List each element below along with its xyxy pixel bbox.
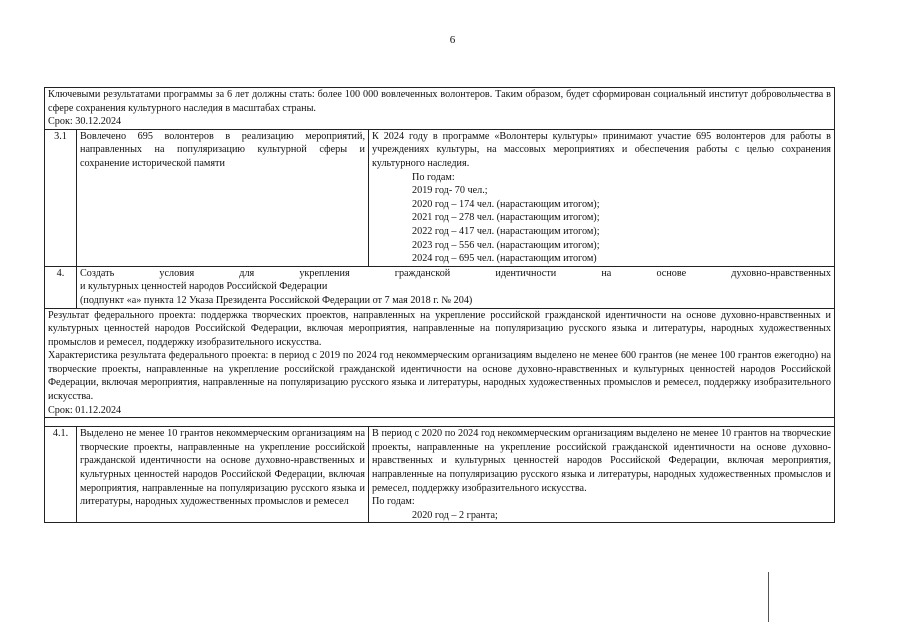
federal-project-row (45, 308, 835, 418)
list-item: 2022 год – 417 чел. (нарастающим итогом); (412, 225, 600, 237)
result-text: Выделено не менее 10 грантов некоммерческим организациям на творческие проекты, направленные на укрепление российской гражданской идентичности на основе духовно-нравственных и культурных ценностей народов Российской Федерации, включая мероприятия, направленные на популяризацию русского языка и литературы, народных художественных промыслов и ремесел (80, 428, 365, 508)
list-item: 2024 год – 695 чел. (нарастающим итогом) (412, 253, 597, 265)
row-number: 4.1. (52, 428, 69, 440)
row-number: 4. (56, 267, 65, 279)
spacer-row (45, 418, 835, 427)
federal-characteristic-text: Характеристика результата федерального проекта: в период с 2019 по 2024 год некоммерческим организациям выделено не менее 600 грантов (не менее 100 грантов ежегодно) на творческие проекты, направленные на укрепление российской гражданской идентичности на основе духовно-нравственных и культурных ценностей народов Российской Федерации, включая мероприятия, направленные на популяризацию русского языка и литературы, народных художественных промыслов и ремесел, поддержку изобразительного искусства. (48, 350, 831, 403)
by-years-label: По годам: (372, 496, 415, 508)
table-row-4 (45, 266, 835, 308)
years-list (372, 509, 831, 523)
task-line-2: и культурных ценностей народов Российской Федерации (80, 281, 328, 293)
description-text: К 2024 году в программе «Волонтеры культуры» принимают участие 695 волонтеров для работы в учреждениях культуры, на массовых мероприятиях и обеспечения работы с целью сохранения культурного наследия. (372, 130, 831, 169)
task-line-3: (подпункт «а» пункта 12 Указа Президента Российской Федерации от 7 мая 2018 г. № 204) (80, 294, 473, 306)
table-row-3-1 (45, 129, 835, 266)
document-table (44, 87, 835, 523)
list-item: 2020 год – 174 чел. (нарастающим итогом); (412, 198, 600, 210)
row-number: 3.1 (54, 130, 67, 142)
list-item: 2023 год – 556 чел. (нарастающим итогом); (412, 239, 600, 251)
by-years-label: По годам: (412, 171, 455, 183)
task-line-1: Создать условия для укрепления гражданской идентичности на основе духовно-нравственных (80, 267, 831, 279)
result-text: Вовлечено 695 волонтеров в реализацию мероприятий, направленных на популяризацию культурной сферы и сохранение исторической памяти (80, 130, 365, 169)
page-number: 6 (449, 34, 456, 46)
federal-result-text: Результат федерального проекта: поддержка творческих проектов, направленных на укрепление российской гражданской идентичности на основе духовно-нравственных и культурных ценностей народов Российской Федерации, включая мероприятия, направленные на популяризацию русского языка и литературы, народных художественных промыслов и ремесел, поддержку изобразительного искусства. (48, 309, 831, 348)
list-item: 2020 год – 2 гранта; (412, 509, 498, 521)
intro-deadline: Срок: 30.12.2024 (48, 116, 122, 128)
table-row-4-1 (45, 427, 835, 523)
list-item: 2021 год – 278 чел. (нарастающим итогом); (412, 212, 600, 224)
intro-text: Ключевыми результатами программы за 6 лет должны стать: более 100 000 вовлеченных волонтеров. Таким образом, будет сформирован социальный институт добровольчества в сфере сохранения культурного наследия в масштабах страны. (48, 89, 831, 114)
federal-deadline: Срок: 01.12.2024 (48, 404, 122, 416)
years-list (372, 184, 831, 266)
description-text: В период с 2020 по 2024 год некоммерческим организациям выделено не менее 10 грантов на творческие проекты, направленные на укрепление российской гражданской идентичности на основе духовно-нравственных и культурных ценностей народов Российской Федерации, включая мероприятия, направленные на популяризацию русского языка и литературы, народных художественных промыслов и ремесел, поддержку изобразительного искусства. (372, 428, 831, 494)
scan-artifact-line (768, 572, 769, 622)
intro-row (45, 88, 835, 130)
list-item: 2019 год- 70 чел.; (412, 185, 488, 197)
